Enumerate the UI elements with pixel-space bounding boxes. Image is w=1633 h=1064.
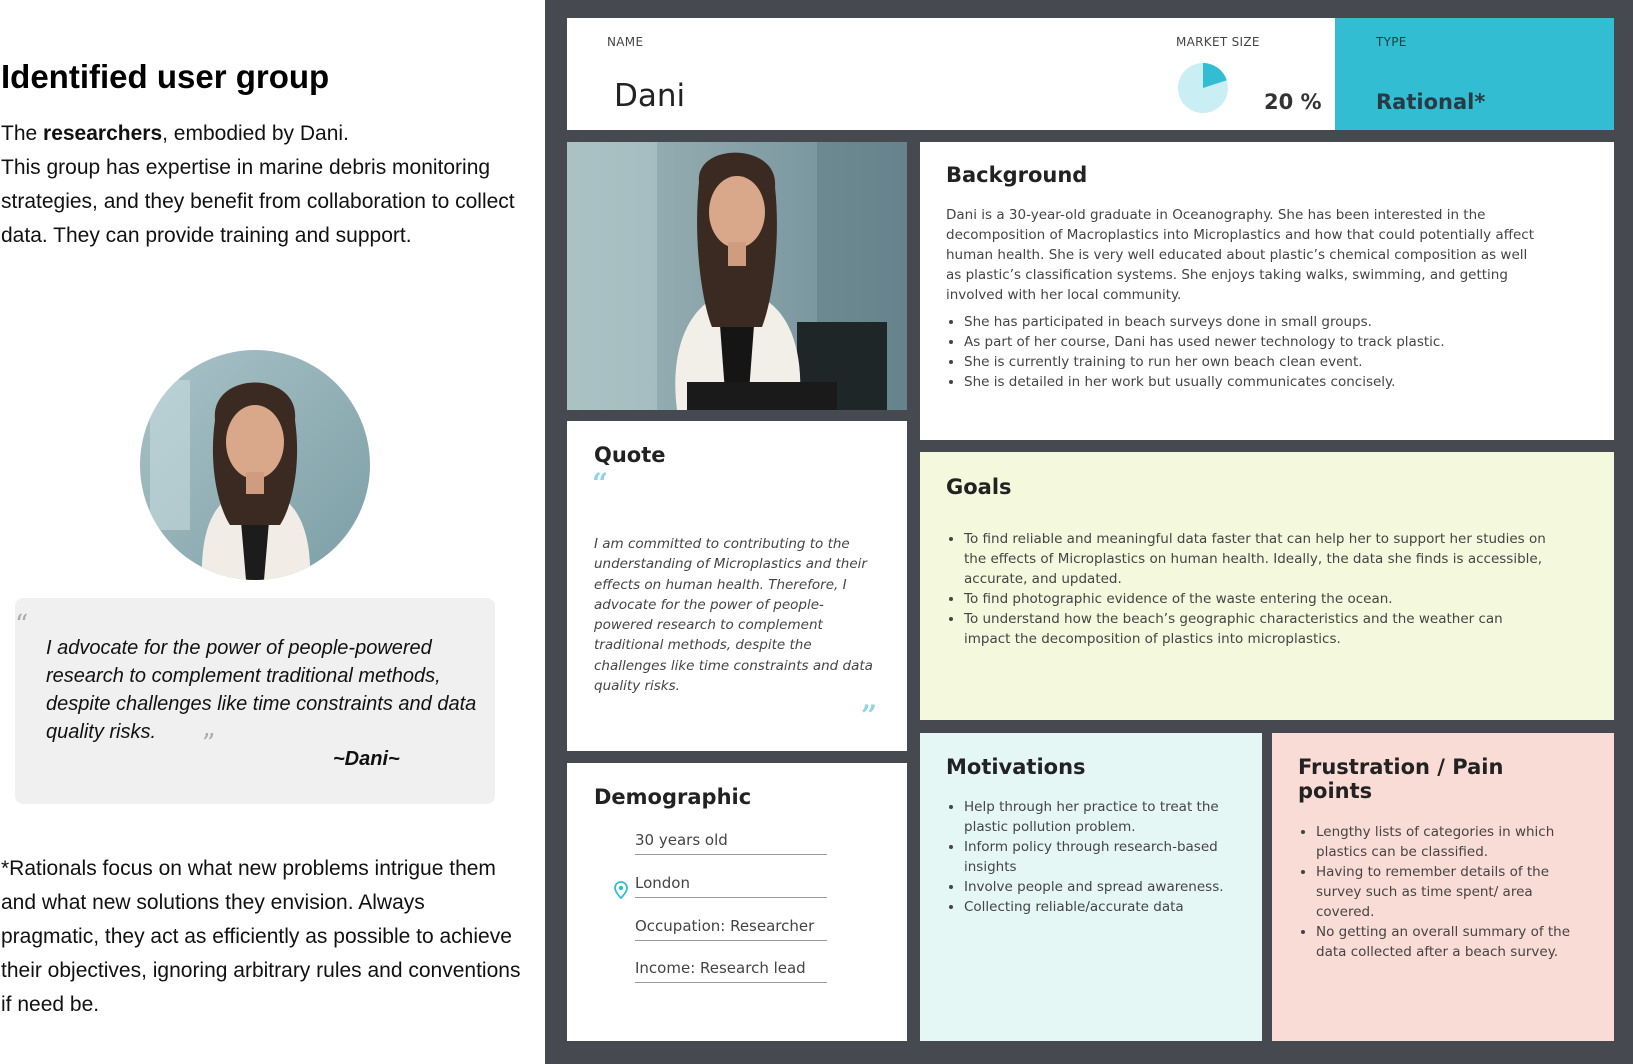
list-item: • Lengthy lists of categories in which plastics can be classified. (1316, 822, 1588, 862)
list-item: • Collecting reliable/accurate data (964, 897, 1241, 917)
list-item: • To find reliable and meaningful data faster that can help her to support her studies on the effects of Microplastics on human health. Ideally, the data she finds is accessible, accurate, and updated. (964, 529, 1546, 589)
persona-portrait-image (140, 350, 370, 580)
list-item: • Involve people and spread awareness. (964, 877, 1241, 897)
close-quote-icon: ” (202, 729, 216, 759)
list-item: • As part of her course, Dani has used newer technology to track plastic. (964, 332, 1566, 352)
motivations-card (920, 733, 1262, 1041)
market-size-pie-chart (1177, 62, 1229, 114)
demographic-card (567, 763, 907, 1041)
quote-text: I am committed to contributing to the understanding of Microplastics and their effects on human health. Therefore, I advocate for the power of people-powered research to complement traditional methods, despite the challenges like time constraints and data quality risks. (594, 536, 873, 695)
persona-name: Dani (614, 78, 686, 114)
occupation-field: Occupation: Researcher (635, 917, 827, 941)
map-pin-icon (614, 881, 628, 899)
persona-photo-image (567, 142, 907, 410)
goals-title: Goals (946, 475, 1012, 499)
background-card (920, 142, 1614, 440)
persona-card (545, 0, 1633, 1064)
open-quote-icon: “ (592, 467, 609, 500)
background-list (946, 312, 1566, 392)
list-item: • Having to remember details of the survey such as time spent/ area covered. (1316, 862, 1588, 922)
user-group-summary (0, 0, 540, 1064)
avatar (140, 350, 370, 580)
frustrations-list (1298, 822, 1588, 962)
background-paragraph: Dani is a 30-year-old graduate in Oceanography. She has been interested in the decomposition of Macroplastics into Microplastics and how that could potentially affect human health. She is very well educated about plastic’s chemical composition as well as plastic’s classification systems. She enjoys taking walks, swimming, and getting involved with her local community. (946, 207, 1535, 303)
list-item: • She is currently training to run her own beach clean event. (964, 352, 1566, 372)
highlight-quote (15, 598, 495, 804)
list-item: • Inform policy through research-based insights (964, 837, 1241, 877)
market-size-label: MARKET SIZE (1176, 35, 1260, 49)
list-item: • To understand how the beach’s geographic characteristics and the weather can impact the decomposition of plastics into microplastics. (964, 609, 1546, 649)
intro-text (1, 117, 521, 253)
intro-bold: researchers (43, 122, 163, 145)
quote-author: ~Dani~ (333, 748, 400, 770)
type-block (1335, 18, 1614, 130)
type-label: TYPE (1376, 35, 1407, 49)
goals-list (946, 529, 1546, 649)
persona-photo (567, 142, 907, 410)
type-value: Rational* (1376, 90, 1486, 114)
name-label: NAME (607, 35, 644, 49)
list-item: • She has participated in beach surveys done in small groups. (964, 312, 1566, 332)
type-footnote: *Rationals focus on what new problems intrigue them and what new solutions they envision. Always pragmatic, they act as efficiently as possible to achieve their objectives, ignoring arbitrary rules and conventions if need be. (1, 857, 521, 1016)
list-item: • Help through her practice to treat the plastic pollution problem. (964, 797, 1241, 837)
open-quote-icon: “ (15, 610, 29, 640)
persona-header (567, 18, 1335, 130)
quote-card (567, 421, 907, 751)
background-title: Background (946, 163, 1088, 187)
list-item: • No getting an overall summary of the data collected after a beach survey. (1316, 922, 1588, 962)
frustrations-title: Frustration / Pain points (1298, 755, 1504, 803)
page-title: Identified user group (1, 58, 330, 95)
motivations-title: Motivations (946, 755, 1086, 779)
income-field: Income: Research lead (635, 959, 827, 983)
location-field: London (635, 874, 827, 898)
age-field: 30 years old (635, 831, 827, 855)
market-size-value: 20 % (1264, 90, 1322, 114)
highlight-quote-text: I advocate for the power of people-powered research to complement traditional methods, despite challenges like time constraints and data quality risks. (46, 637, 477, 743)
list-item: • To find photographic evidence of the waste entering the ocean. (964, 589, 1546, 609)
demographic-title: Demographic (594, 785, 752, 809)
close-quote-icon: ” (861, 699, 878, 732)
goals-card (920, 452, 1614, 720)
intro-prefix: The (1, 122, 44, 145)
motivations-list (946, 797, 1241, 917)
list-item: • She is detailed in her work but usually communicates concisely. (964, 372, 1566, 392)
intro-rest: , embodied by Dani. (162, 122, 349, 145)
quote-title: Quote (594, 443, 666, 467)
frustrations-card (1272, 733, 1614, 1041)
intro-body: This group has expertise in marine debris monitoring strategies, and they benefit from collaboration to collect data. They can provide training and support. (1, 156, 515, 247)
